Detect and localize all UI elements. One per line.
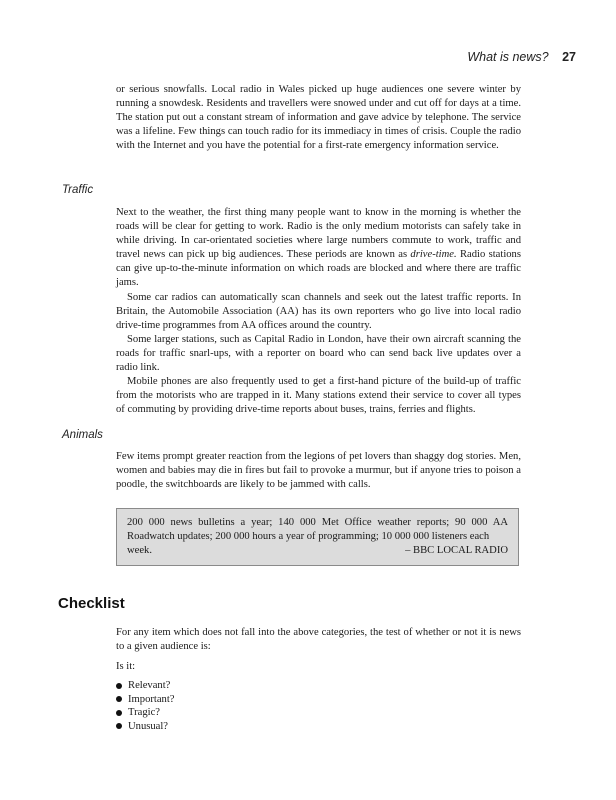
- animals-paragraph: Few items prompt greater reaction from the legions of pet lovers than shaggy dog stories. Men, women and babies may die in fires but fail to provoke a murmur, but if anyone tries to poison a poodle, the switchboards are likely to be jammed with calls.: [116, 451, 521, 491]
- animals-heading: Animals: [62, 429, 103, 441]
- bullet-icon: [116, 696, 122, 702]
- traffic-heading: Traffic: [62, 184, 94, 196]
- traffic-paragraph-2: Some car radios can automatically scan channels and seek out the latest traffic reports. In Britain, the Automobile Association (AA) has its own reporters who go live into local radio drive-time programmes from AA offices around the country.: [116, 291, 521, 331]
- list-item: [116, 720, 174, 734]
- traffic-p1-text-end: Radio stations can give up-to-the-minute information on which roads are blocked and where there are traffic jams.: [116, 249, 521, 289]
- intro-paragraph: or serious snowfalls. Local radio in Wales picked up huge audiences one severe winter by running a snowdesk. Residents and travellers were snowed under and cut off for days at a time. The station put out a constant stream of information and gave advice by telephone. The service was a lifeline. Few things can touch radio for its immediacy in times of crisis. Couple the radio with the Internet and you have the potential for a first-rate emergency information service.: [116, 84, 521, 152]
- traffic-paragraph-1: [116, 206, 521, 291]
- quote-last-word: week.: [127, 545, 152, 557]
- traffic-paragraph-4: Mobile phones are also frequently used to get a first-hand picture of the build-up of traffic from the motorists who are trapped in it. Many stations extend their service to cover all types of commuting by providing drive-time reports about buses, trains, ferries and flights.: [116, 376, 521, 416]
- quote-last-line: [127, 544, 508, 558]
- list-item-label: Unusual?: [128, 720, 169, 732]
- quote-box: [116, 508, 519, 566]
- list-item-label: Tragic?: [128, 707, 160, 718]
- checklist-section: [116, 626, 521, 674]
- list-item: [116, 706, 174, 720]
- list-item-label: Important?: [128, 693, 175, 705]
- traffic-p1-text: Next to the weather, the first thing many people want to know in the morning is whether the roads will be clear for getting to work. Radio is the only medium motorists can safely take in while driving. In car-orientated societies where large numbers commute to work, traffic and travel news can pick up big audiences. These periods are known as: [116, 207, 521, 261]
- running-header: [467, 50, 576, 64]
- traffic-section: [116, 206, 521, 417]
- list-item-label: Relevant?: [128, 680, 171, 691]
- checklist-list: [116, 679, 174, 733]
- intro-section: [116, 83, 521, 153]
- traffic-paragraph-3: Some larger stations, such as Capital Radio in London, have their own aircraft scanning the roads for traffic snarl-ups, with a reporter on board who can send back live updates over a radio link.: [116, 333, 521, 374]
- running-header-title: What is news?: [467, 50, 549, 64]
- quote-text: 200 000 news bulletins a year; 140 000 Met Office weather reports; 90 000 AA Roadwatch updates; 200 000 hours a year of programming; 10 000 000 listeners each: [127, 517, 508, 543]
- bullet-icon: [116, 683, 122, 689]
- checklist-is-it: Is it:: [116, 661, 136, 673]
- list-item: [116, 679, 174, 693]
- checklist-heading: Checklist: [58, 595, 125, 612]
- list-item: [116, 693, 174, 707]
- page-number: 27: [562, 50, 576, 64]
- bullet-icon: [116, 723, 122, 729]
- drive-time-term: drive-time.: [410, 249, 457, 261]
- quote-attribution: – BBC LOCAL RADIO: [405, 545, 508, 557]
- bullet-icon: [116, 710, 122, 716]
- animals-section: [116, 450, 521, 492]
- checklist-intro: For any item which does not fall into the above categories, the test of whether or not it is news to a given audience is:: [116, 627, 521, 653]
